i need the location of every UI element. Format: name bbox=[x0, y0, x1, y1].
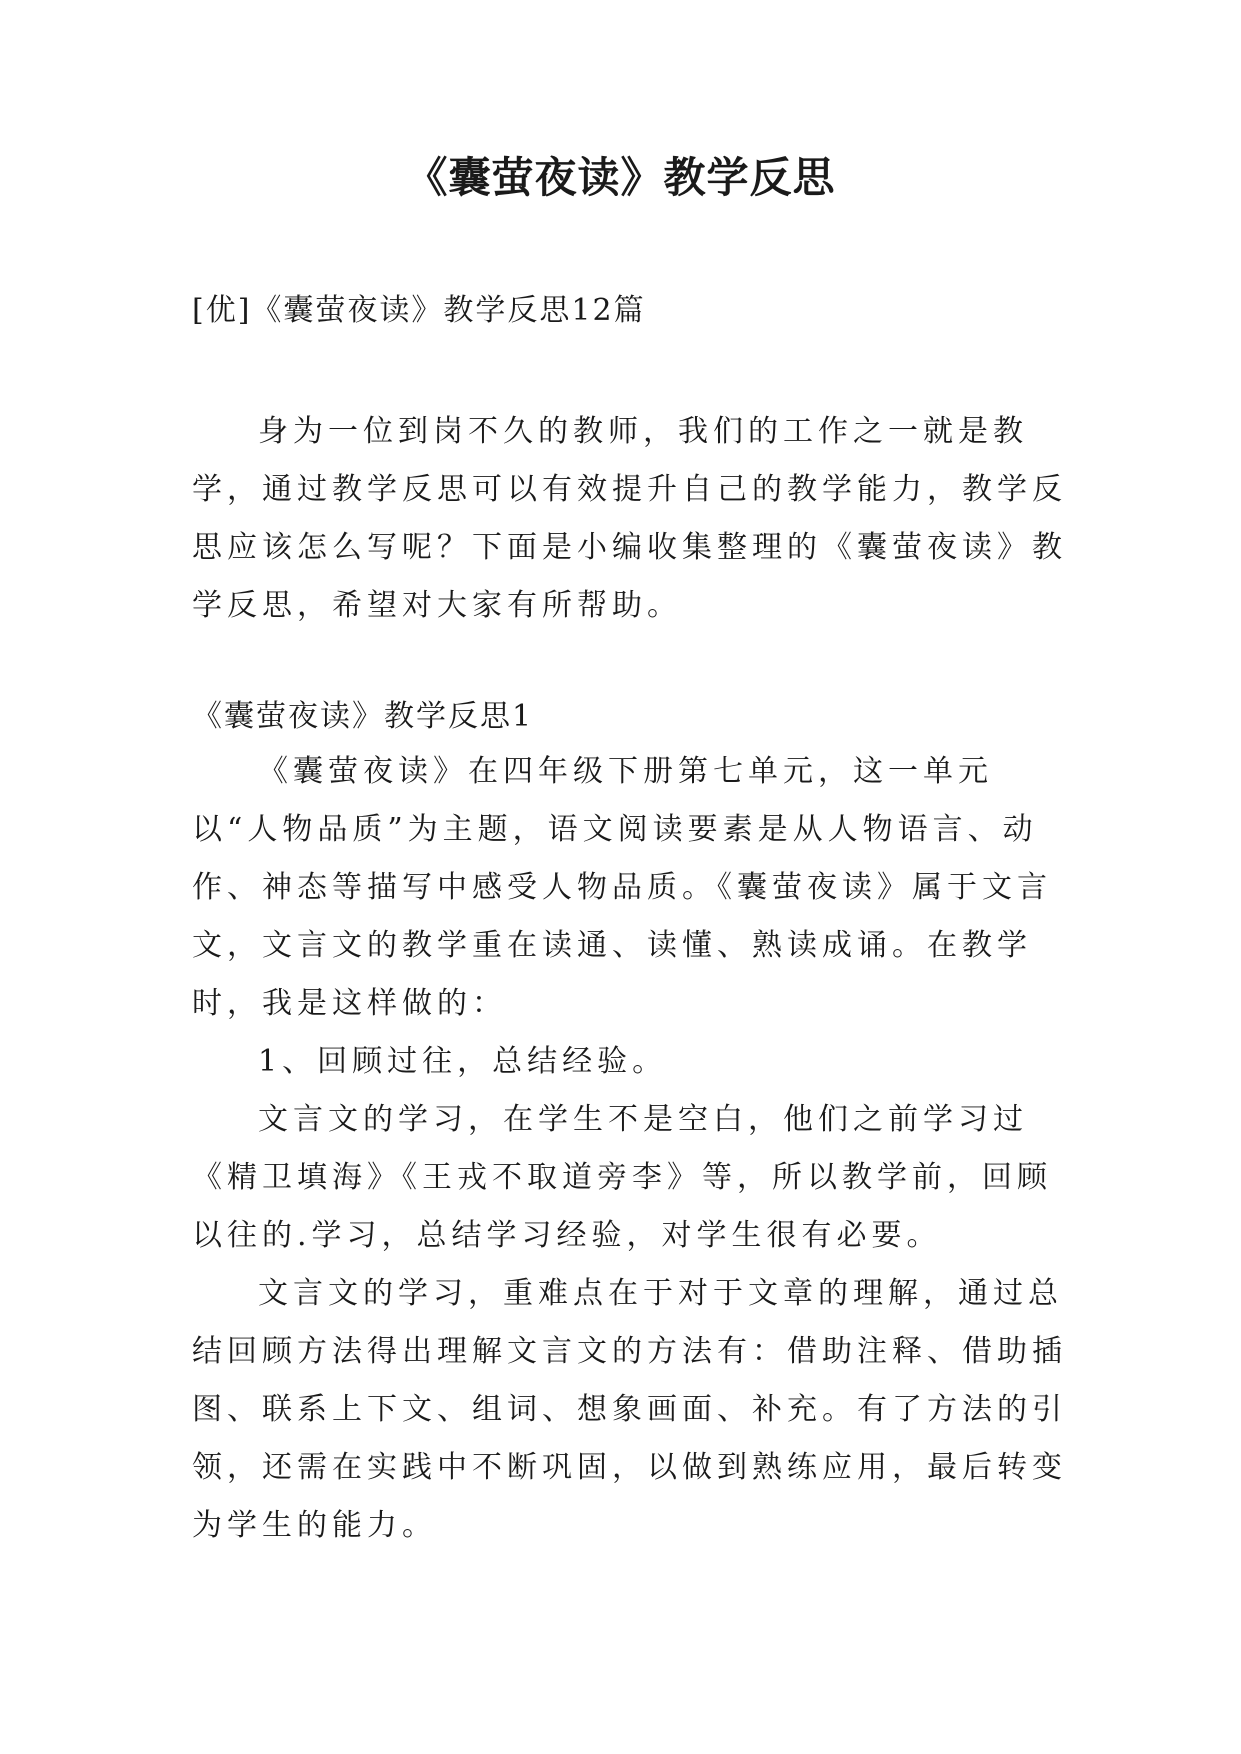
document-subtitle: [优]《囊萤夜读》教学反思12篇 bbox=[192, 293, 646, 328]
intro-paragraph: 身为一位到岗不久的教师，我们的工作之一就是教学，通过教学反思可以有效提升自己的教学能力，教学反思应该怎么写呢？下面是小编收集整理的《囊萤夜读》教学反思，希望对大家有所帮助。 bbox=[192, 414, 1067, 623]
intro-block bbox=[192, 403, 1068, 635]
body-paragraph: 文言文的学习，在学生不是空白，他们之前学习过《精卫填海》《王戎不取道旁李》等，所以教学前，回顾以往的.学习，总结学习经验，对学生很有必要。 bbox=[192, 1102, 1052, 1253]
document-title: 《囊萤夜读》教学反思 bbox=[405, 153, 836, 202]
section-body bbox=[192, 743, 1068, 1555]
body-paragraph: 1、回顾过往，总结经验。 bbox=[258, 1044, 668, 1079]
section-heading: 《囊萤夜读》教学反思1 bbox=[192, 699, 534, 734]
body-paragraph: 文言文的学习，重难点在于对于文章的理解，通过总结回顾方法得出理解文言文的方法有：借助注释、借助插图、联系上下文、组词、想象画面、补充。有了方法的引领，还需在实践中不断巩固，以做到熟练应用，最后转变为学生的能力。 bbox=[192, 1276, 1067, 1543]
body-paragraph: 《囊萤夜读》在四年级下册第七单元，这一单元以“人物品质”为主题，语文阅读要素是从人物语言、动作、神态等描写中感受人物品质。《囊萤夜读》属于文言文，文言文的教学重在读通、读懂、熟读成诵。在教学时，我是这样做的： bbox=[192, 754, 1052, 1021]
